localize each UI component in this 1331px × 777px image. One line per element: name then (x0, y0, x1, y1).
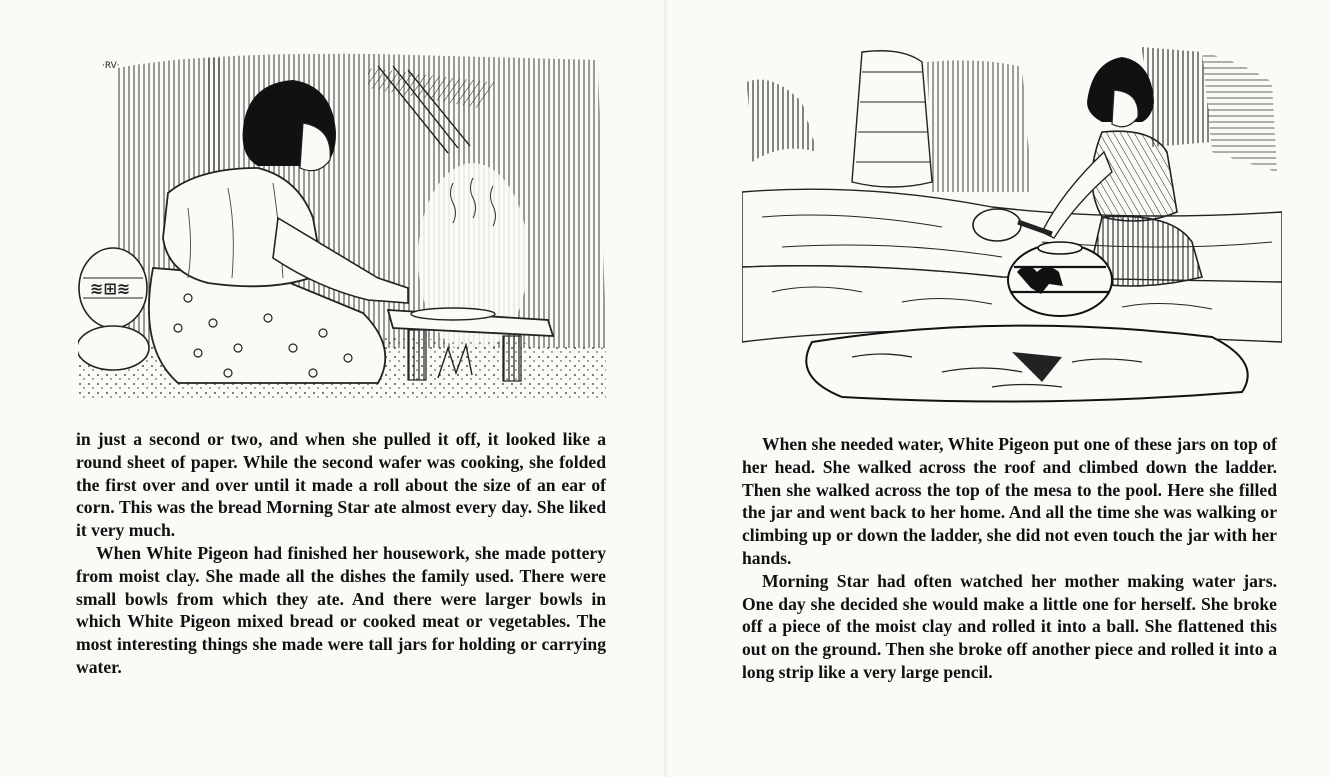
right-page (666, 0, 1331, 777)
illustration-woman-filling-water-jar (742, 42, 1282, 408)
paragraph: When White Pigeon had finished her housework, she made pottery from moist clay. She made all the dishes the family used. There were small bowls from which they ate. And there were larger bowls in which White Pigeon mixed bread or cooked meat or vegetables. The most interesting things she made were tall jars for holding or carrying water. (76, 542, 606, 677)
illustration-signature: ·RV· (102, 61, 120, 71)
svg-text:≋⊞≋: ≋⊞≋ (90, 279, 131, 298)
illustration-woman-cooking-wafer-bread (78, 48, 610, 404)
paragraph: When she needed water, White Pigeon put one of these jars on top of her head. She walked across the roof and climbed down the ladder. Then she walked across the top of the mesa to the pool. Here she filled the jar and went back to her home. And all the time she was walking or climbing up or down the ladder, she did not even touch the jar with her hands. (742, 434, 1277, 568)
left-page (0, 0, 665, 777)
paragraph: in just a second or two, and when she pulled it off, it looked like a round sheet of paper. While the second wafer was cooking, she folded the first over and over until it made a roll about the size of an ear of corn. This was the bread Morning Star ate almost every day. She liked it very much. (76, 429, 606, 541)
left-page-text (76, 428, 606, 679)
right-page-text (742, 433, 1277, 684)
paragraph: Morning Star had often watched her mother making water jars. One day she decided she would make a little one for herself. She broke off a piece of the moist clay and rolled it into a ball. She flattened this out on the ground. Then she broke off another piece and rolled it into a long strip like a very large pencil. (742, 570, 1277, 682)
